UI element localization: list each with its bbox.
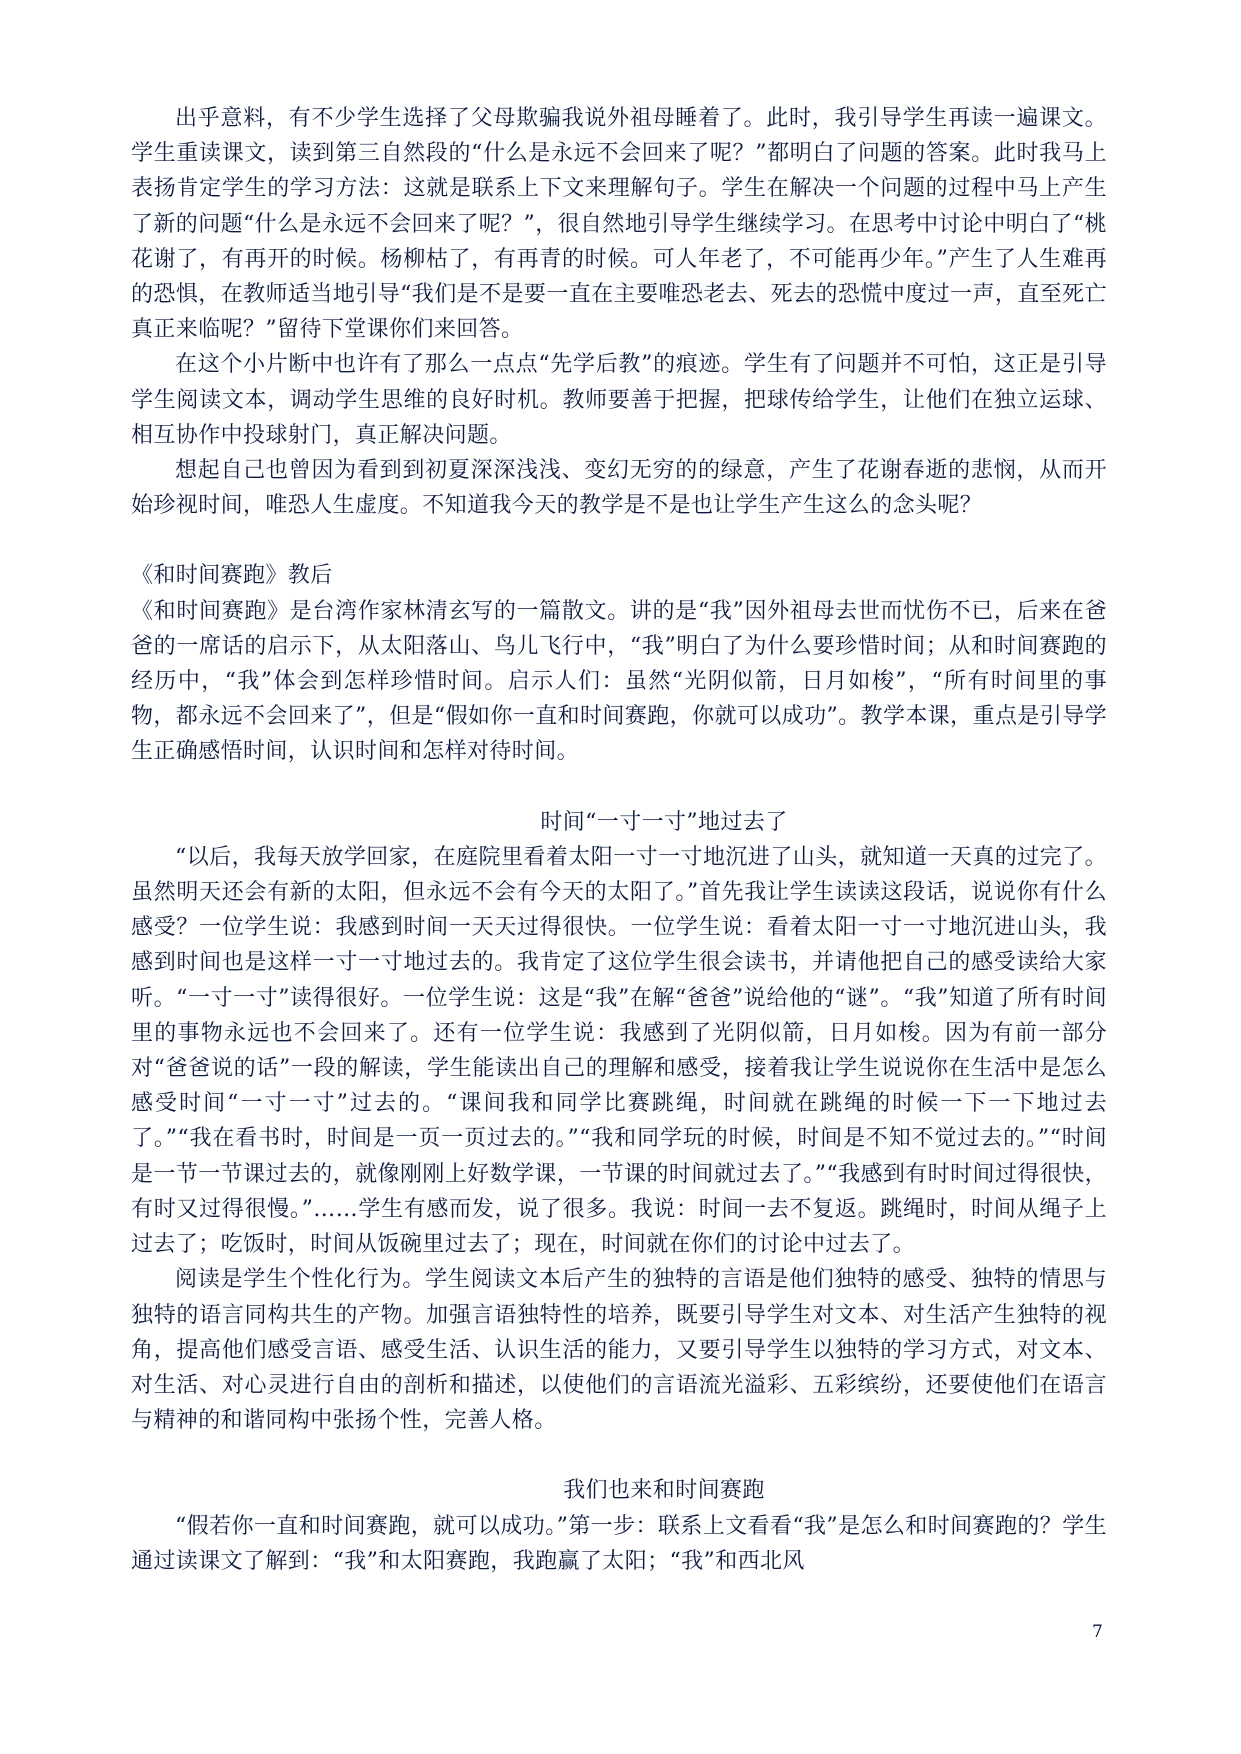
paragraph: “假若你一直和时间赛跑，就可以成功。”第一步：联系上文看看“我”是怎么和时间赛跑的？学生通过读课文了解到：“我”和太阳赛跑，我跑赢了太阳；“我”和西北风 xyxy=(131,1513,1107,1574)
subsection-heading: 时间“一寸一寸”地过去了 xyxy=(540,809,788,835)
page-content xyxy=(131,101,1107,1579)
paragraph: 在这个小片断中也许有了那么一点点“先学后教”的痕迹。学生有了问题并不可怕，这正是引导学生阅读文本，调动学生思维的良好时机。教师要善于把握，把球传给学生，让他们在独立运球、相互协作中投球射门，真正解决问题。 xyxy=(131,352,1107,448)
blank-line xyxy=(131,1438,1107,1473)
paragraph: 想起自己也曾因为看到到初夏深深浅浅、变幻无穷的的绿意，产生了花谢春逝的悲悯，从而开始珍视时间，唯恐人生虚度。不知道我今天的教学是不是也让学生产生这么的念头呢？ xyxy=(131,458,1107,519)
paragraph: 《和时间赛跑》是台湾作家林清玄写的一篇散文。讲的是“我”因外祖母去世而忧伤不已，后来在爸爸的一席话的启示下，从太阳落山、鸟儿飞行中，“我”明白了为什么要珍惜时间；从和时间赛跑的经历中，“我”体会到怎样珍惜时间。启示人们：虽然“光阴似箭，日月如梭”，“所有时间里的事物，都永远不会回来了”，但是“假如你一直和时间赛跑，你就可以成功”。教学本课，重点是引导学生正确感悟时间，认识时间和怎样对待时间。 xyxy=(131,598,1107,765)
blank-line xyxy=(131,770,1107,805)
blank-line xyxy=(131,523,1107,558)
paragraph: 阅读是学生个性化行为。学生阅读文本后产生的独特的言语是他们独特的感受、独特的情思与独特的语言同构共生的产物。加强言语独特性的培养，既要引导学生对文本、对生活产生独特的视角，提高他们感受言语、感受生活、认识生活的能力，又要引导学生以独特的学习方式，对文本、对生活、对心灵进行自由的剖析和描述，以使他们的言语流光溢彩、五彩缤纷，还要使他们在语言与精神的和谐同构中张扬个性，完善人格。 xyxy=(131,1267,1107,1434)
paragraph: “以后，我每天放学回家，在庭院里看着太阳一寸一寸地沉进了山头，就知道一天真的过完了。虽然明天还会有新的太阳，但永远不会有今天的太阳了。”首先我让学生读读这段话，说说你有什么感受？一位学生说：我感到时间一天天过得很快。一位学生说：看着太阳一寸一寸地沉进山头，我感到时间也是这样一寸一寸地过去的。我肯定了这位学生很会读书，并请他把自己的感受读给大家听。“一寸一寸”读得很好。一位学生说：这是“我”在解“爸爸”说给他的“谜”。“我”知道了所有时间里的事物永远也不会回来了。还有一位学生说：我感到了光阴似箭，日月如梭。因为有前一部分对“爸爸说的话”一段的解读，学生能读出自己的理解和感受，接着我让学生说说你在生活中是怎么感受时间“一寸一寸”过去的。“课间我和同学比赛跳绳，时间就在跳绳的时候一下一下地过去了。”“我在看书时，时间是一页一页过去的。”“我和同学玩的时候，时间是不知不觉过去的。”“时间是一节一节课过去的，就像刚刚上好数学课，一节课的时间就过去了。”“我感到有时时间过得很快，有时又过得很慢。”……学生有感而发，说了很多。我说：时间一去不复返。跳绳时，时间从绳子上过去了；吃饭时，时间从饭碗里过去了；现在，时间就在你们的讨论中过去了。 xyxy=(131,844,1107,1258)
page-number: 7 xyxy=(1092,1622,1103,1642)
paragraph: 出乎意料，有不少学生选择了父母欺骗我说外祖母睡着了。此时，我引导学生再读一遍课文。学生重读课文，读到第三自然段的“什么是永远不会回来了呢？”都明白了问题的答案。此时我马上表扬肯定学生的学习方法：这就是联系上下文来理解句子。学生在解决一个问题的过程中马上产生了新的问题“什么是永远不会回来了呢？”，很自然地引导学生继续学习。在思考中讨论中明白了“桃花谢了，有再开的时候。杨柳枯了，有再青的时候。可人年老了，不可能再少年。”产生了人生难再的恐惧，在教师适当地引导“我们是不是要一直在主要唯恐老去、死去的恐慌中度过一声，直至死亡真正来临呢？”留待下堂课你们来回答。 xyxy=(131,106,1107,343)
section-heading: 《和时间赛跑》教后 xyxy=(131,563,333,589)
subsection-heading: 我们也来和时间赛跑 xyxy=(563,1478,765,1504)
